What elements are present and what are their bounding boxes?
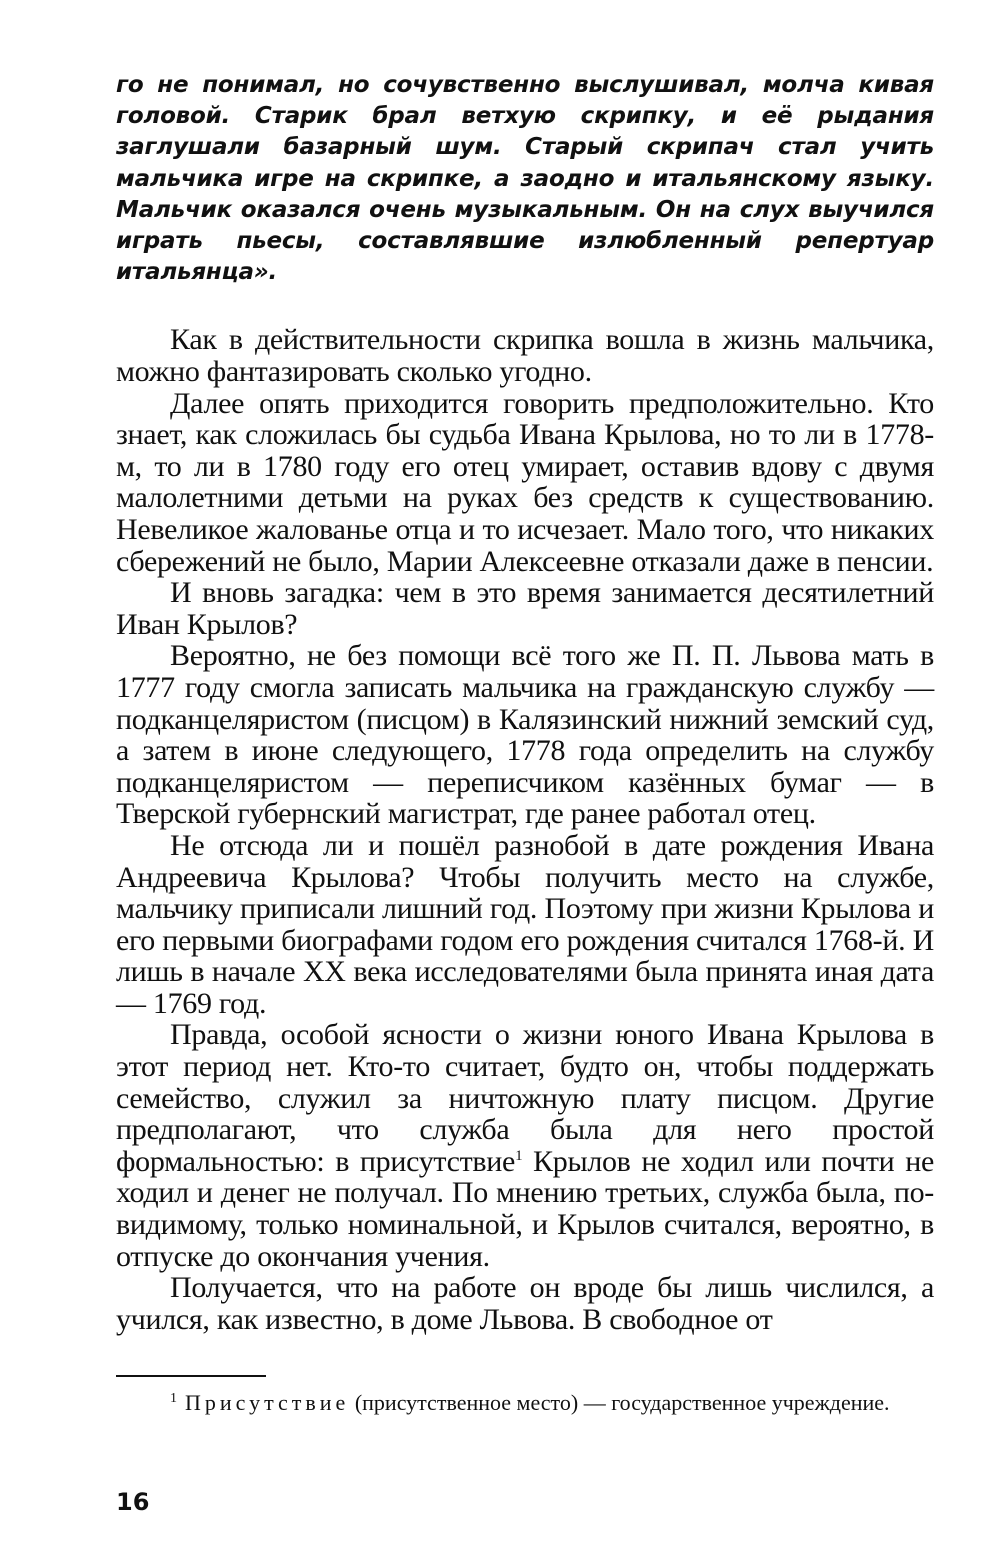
paragraph: Как в действительности скрипка вошла в жизнь мальчика, можно фантазировать сколько угодно. — [116, 323, 934, 389]
page-number: 16 — [116, 1488, 150, 1516]
footnote — [116, 1389, 934, 1417]
paragraph: Получается, что на работе он вроде бы лишь числился, а учился, как известно, в доме Львова. В свободное от — [116, 1271, 934, 1336]
footnote-text: (присутственное место) — государственное учреждение. — [349, 1390, 890, 1416]
book-page — [116, 70, 934, 1417]
paragraph: Вероятно, не без помощи всё того же П. П. Львова мать в 1777 году смогла записать мальчика на гражданскую службу — подканцеляристом (писцом) в Калязинский нижний земский суд, а затем в июне следующего, 1778 года определить на службу подканцеляристом — переписчиком казённых бумаг — в Тверской губернский магистрат, где ранее работал отец. — [116, 639, 934, 831]
paragraph-with-footnote-ref — [116, 1019, 934, 1272]
footnote-term: Присутствие — [185, 1390, 350, 1416]
paragraph-text-before: Правда, особой ясности о жизни юного Ивана Крылова в этот период нет. Кто-то считает, будто он, чтобы поддержать семейство, служил за ничтожную плату писцом. Другие предполагают, что служба была для него простой формальностью: в присутствие — [116, 1018, 934, 1178]
paragraph: Не отсюда ли и пошёл разнобой в дате рождения Ивана Андреевича Крылова? Чтобы получить место на службе, мальчику приписали лишний год. Поэтому при жизни Крылова и его первыми биографами годом его рождения считался 1768-й. И лишь в начале XX века исследователями была принята иная дата — 1769 год. — [116, 828, 934, 1020]
paragraph-text-after: Крылов не ходил или почти не ходил и денег не получал. По мнению третьих, служба была, по-видимому, только номинальной, и Крылов считался, вероятно, в отпуске до окончания учения. — [116, 1144, 934, 1273]
footnote-divider — [116, 1375, 266, 1377]
paragraph: И вновь загадка: чем в это время занимается десятилетний Иван Крылов? — [116, 576, 934, 641]
italic-quote: го не понимал, но сочувственно выслушивал, молча кивая головой. Старик брал ветхую скрипку, и её рыдания заглушали базарный шум. Старый скрипач стал учить мальчика игре на скрипке, а заодно и итальянскому языку. Мальчик оказался очень музыкальным. Он на слух выучился играть пьесы, составлявшие излюбленный репертуар итальянца». — [116, 72, 934, 286]
footnote-reference[interactable]: 1 — [515, 1147, 523, 1164]
body-text — [116, 324, 934, 1335]
paragraph: Далее опять приходится говорить предположительно. Кто знает, как сложилась бы судьба Ивана Крылова, но то ли в 1778-м, то ли в 1780 году его отец умирает, оставив вдову с двумя малолетними детьми на руках без средств к существованию. Невеликое жалованье отца и то исчезает. Мало того, что никаких сбережений не было, Марии Алексеевне отказали даже в пенсии. — [116, 386, 934, 578]
footnote-marker: 1 — [170, 1391, 177, 1407]
